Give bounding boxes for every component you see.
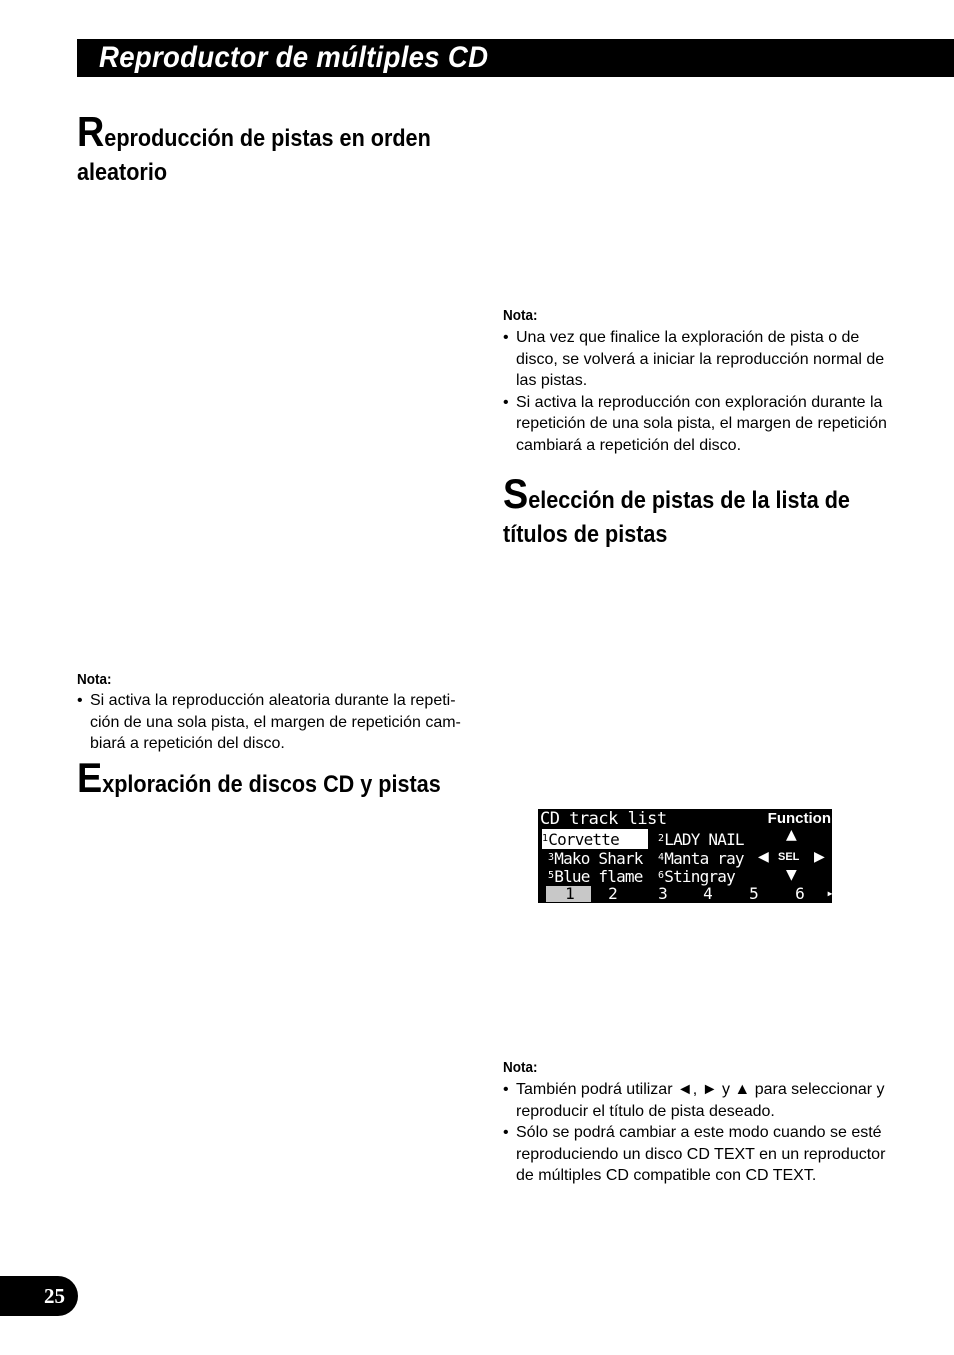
chevron-left-icon[interactable]: ◀ [758,849,769,865]
track-number: 5 [548,870,554,881]
heading-random-playback [77,108,431,190]
lcd-function-label: Function [767,810,831,827]
note-line: Sólo se podrá cambiar a este modo cuando se esté [516,1124,882,1142]
page-button[interactable]: 6 [795,884,805,903]
lcd-title: CD track list [540,809,667,829]
note-line: cambiará a repetición del disco. [516,436,742,454]
note-line: ción de una sola pista, el margen de repetición cam- [90,713,461,731]
note-line: También podrá utilizar ◄, ► y ▲ para seleccionar y [516,1081,885,1098]
page-button[interactable]: 1 [565,884,575,903]
lcd-track-item[interactable] [548,866,643,886]
bullet: • [503,1124,509,1142]
track-name: LADY NAIL [664,830,744,849]
note-line: Si activa la reproducción aleatoria durante la repeti- [90,692,456,709]
triangle-right-icon: ▶ [827,889,832,898]
note-line: disco, se volverá a iniciar la reproducción normal de [516,350,885,368]
chevron-right-icon[interactable]: ▶ [814,849,825,865]
header-bar [77,39,954,77]
lcd-track-item[interactable] [658,866,735,886]
track-number: 1 [542,833,548,844]
note-item [503,1079,903,1122]
note-label: Nota: [503,1059,538,1076]
track-name: Blue flame [554,867,643,886]
note-item [503,392,903,457]
note-line: repetición de una sola pista, el margen de repetición [516,415,887,433]
track-number: 4 [658,852,664,863]
note-line: Una vez que finalice la exploración de pista o de [516,329,860,346]
lcd-track-list-display [538,809,832,903]
track-name: Manta ray [664,849,744,868]
lcd-track-item[interactable] [658,848,744,868]
page-button[interactable]: 5 [749,884,759,903]
heading-line1: elección de pistas de la lista de [528,487,850,514]
heading-scan [77,754,441,802]
note-label: Nota: [503,307,538,324]
bullet: • [503,393,509,411]
note-line: reproduciendo un disco CD TEXT en un reproductor [516,1145,886,1163]
chevron-down-icon[interactable]: ▼ [786,867,797,883]
chevron-up-icon[interactable]: ▲ [786,827,797,843]
track-number: 6 [658,870,664,881]
note-list-scan [503,327,903,457]
track-name: Mako Shark [554,849,643,868]
note-list-random [77,690,477,755]
note-item [503,1122,903,1187]
note-list-title-list [503,1079,903,1187]
bullet: • [503,329,509,346]
page-button[interactable]: 2 [608,884,618,903]
track-number: 2 [658,833,664,844]
page-number: 25 [0,1276,78,1316]
note-line: biará a repetición del disco. [90,735,285,753]
track-name: Corvette [548,830,619,849]
note-item [77,690,477,755]
page-button[interactable]: 4 [703,884,713,903]
heading-line1: eproducción de pistas en orden [104,125,431,152]
note-item [503,327,903,392]
note-line: reproducir el título de pista deseado. [516,1102,775,1120]
heading-line1: xploración de discos CD y pistas [102,771,441,798]
heading-initial: S [503,470,529,517]
lcd-sel-navigation [756,827,832,887]
heading-title-list [503,470,850,552]
lcd-track-item[interactable] [542,829,648,849]
track-number: 3 [548,852,554,863]
lcd-track-item[interactable] [548,848,643,868]
bullet: • [503,1081,509,1098]
track-name: Stingray [664,867,735,886]
note-line: las pistas. [516,372,588,390]
lcd-page-selector [546,885,832,903]
page-button[interactable]: 3 [658,884,668,903]
bullet: • [77,692,83,709]
sel-label: SEL [778,851,800,863]
heading-line2: títulos de pistas [503,521,668,548]
note-line: Si activa la reproducción con exploración durante la [516,393,883,411]
note-label: Nota: [77,671,112,688]
lcd-track-item[interactable] [658,829,744,849]
heading-initial: R [77,108,105,155]
note-line: de múltiples CD compatible con CD TEXT. [516,1167,817,1185]
page-header-title: Reproductor de múltiples CD [99,41,489,74]
heading-initial: E [77,754,103,801]
heading-line2: aleatorio [77,159,168,186]
